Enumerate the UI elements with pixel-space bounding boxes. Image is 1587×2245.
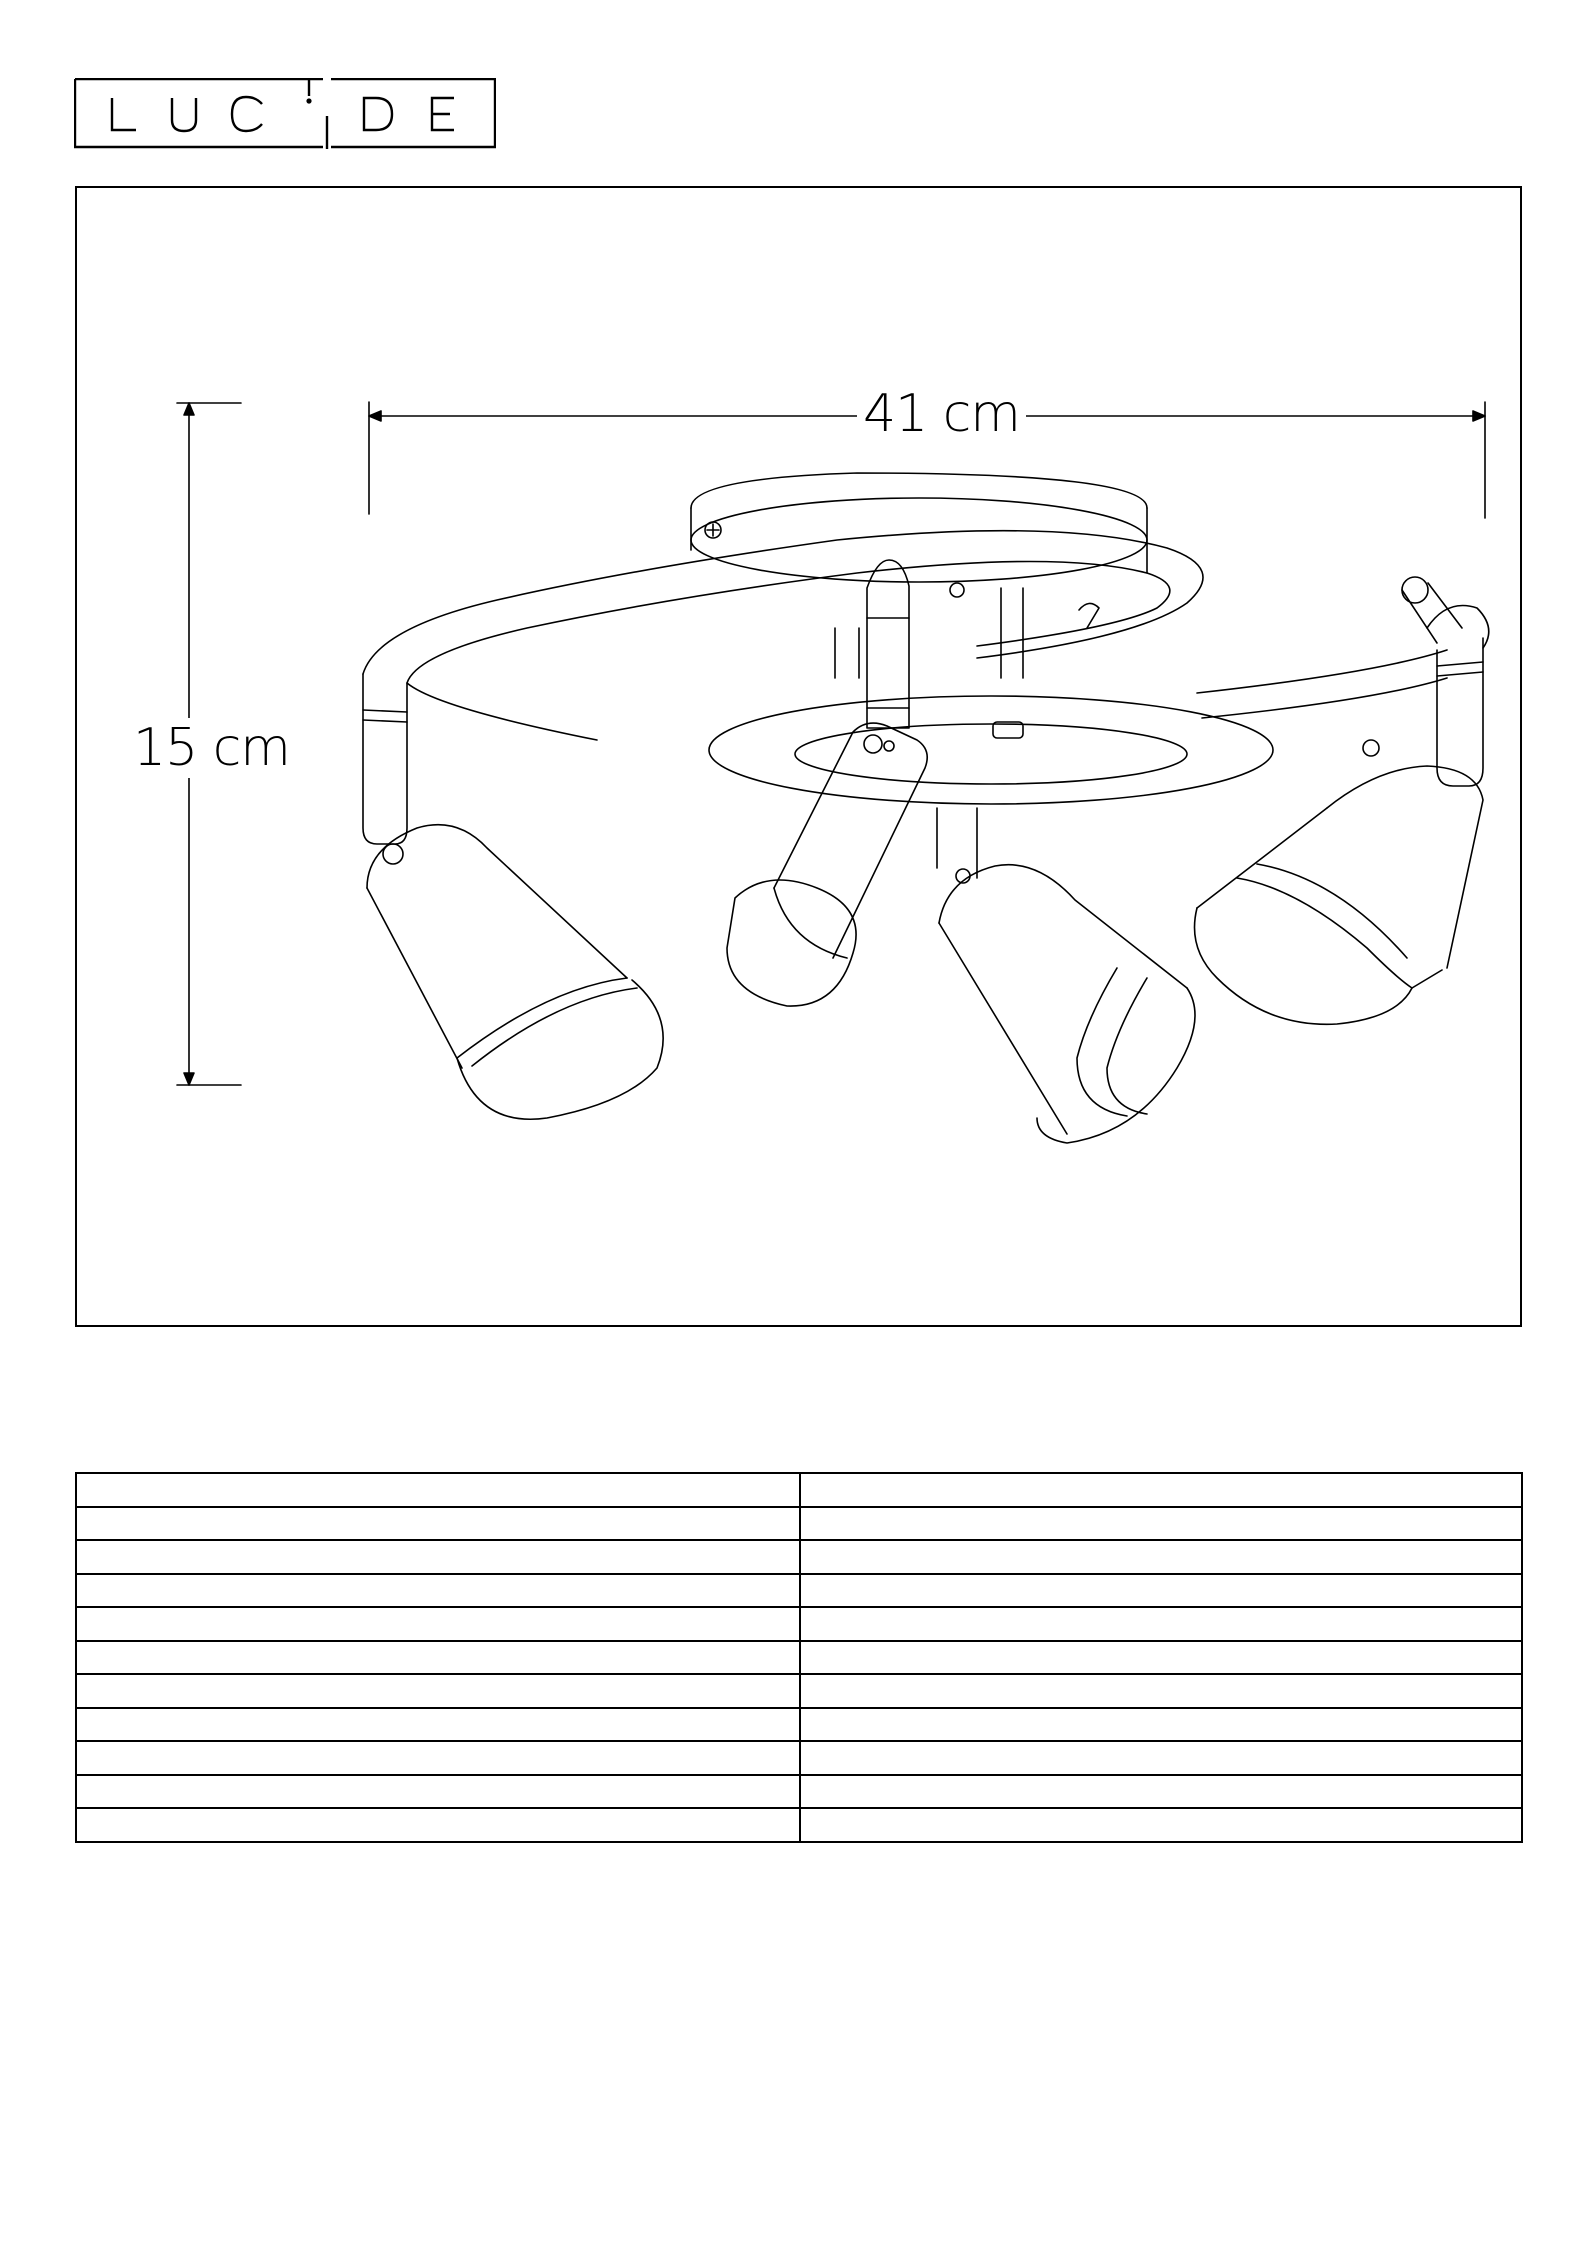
table-cell [76, 1607, 800, 1641]
table-cell [800, 1741, 1522, 1775]
table-cell [800, 1808, 1522, 1842]
table-row [76, 1473, 1522, 1507]
table-row [76, 1641, 1522, 1675]
table-row [76, 1775, 1522, 1809]
table-cell [800, 1540, 1522, 1574]
table-cell [800, 1473, 1522, 1507]
left-post [363, 674, 407, 844]
table-row [76, 1507, 1522, 1541]
table-cell [800, 1641, 1522, 1675]
table-cell [76, 1674, 800, 1708]
table-cell [76, 1741, 800, 1775]
brand-logo [74, 78, 496, 150]
table-row [76, 1540, 1522, 1574]
table-cell [800, 1674, 1522, 1708]
ceiling-canopy [691, 473, 1147, 582]
right-post [1437, 638, 1483, 786]
table-row [76, 1741, 1522, 1775]
table-row [76, 1574, 1522, 1608]
spotlight-head-3 [939, 865, 1195, 1143]
table-cell [800, 1607, 1522, 1641]
specification-table [75, 1472, 1523, 1843]
ring-arm [363, 531, 1489, 740]
table-cell [76, 1775, 800, 1809]
table-cell [76, 1708, 800, 1742]
width-dimension-label: 41 cm [857, 388, 1026, 440]
spotlight-head-2 [727, 723, 927, 1006]
drawing-frame [75, 186, 1522, 1327]
center-hub [709, 583, 1273, 804]
table-cell [76, 1808, 800, 1842]
table-cell [76, 1641, 800, 1675]
table-row [76, 1808, 1522, 1842]
table-row [76, 1607, 1522, 1641]
table-cell [76, 1473, 800, 1507]
table-cell [800, 1775, 1522, 1809]
height-dimension-label: 15 cm [129, 718, 294, 778]
table-cell [76, 1540, 800, 1574]
ceiling-spotlight-4-heads-icon [77, 188, 1524, 1329]
table-cell [800, 1507, 1522, 1541]
table-cell [76, 1574, 800, 1608]
spotlight-head-1 [367, 825, 663, 1120]
lucide-logo-icon [74, 78, 496, 150]
table-cell [800, 1708, 1522, 1742]
table-row [76, 1674, 1522, 1708]
table-cell [800, 1574, 1522, 1608]
center-stem [867, 560, 977, 878]
table-row [76, 1708, 1522, 1742]
table-cell [76, 1507, 800, 1541]
spotlight-head-4 [1195, 740, 1484, 1024]
